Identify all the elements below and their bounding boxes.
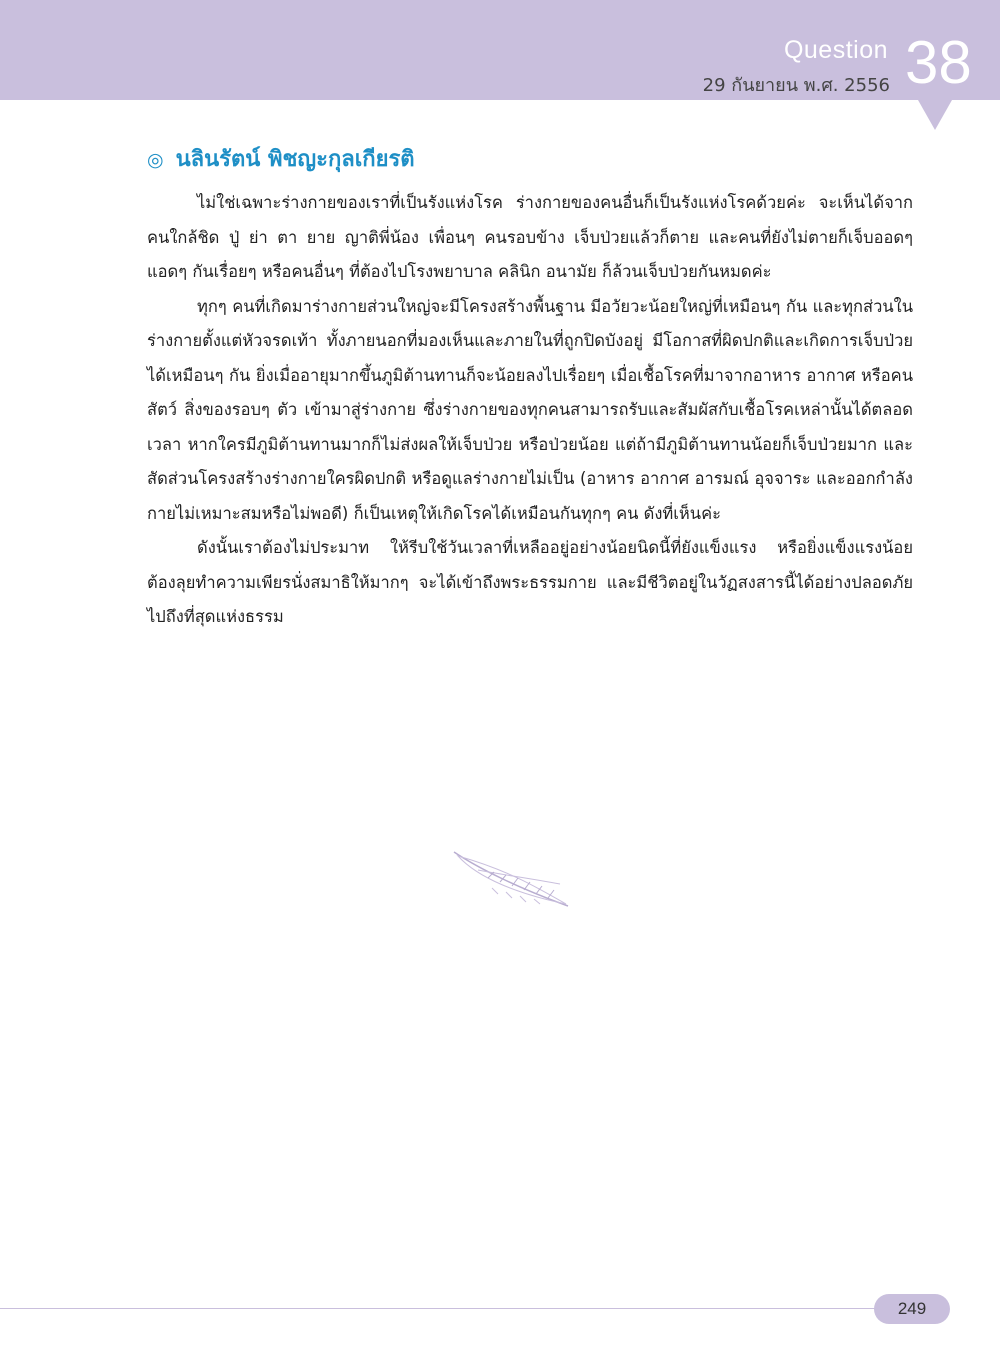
paragraph: ทุกๆ คนที่เกิดมาร่างกายส่วนใหญ่จะมีโครงสร้างพื้นฐาน มีอวัยวะน้อยใหญ่ที่เหมือนๆ กัน และทุกส่วนในร่างกายตั้งแต่หัวจรดเท้า ทั้งภายนอกที่มองเห็นและภายในที่ถูกปิดบังอยู่ มีโอกาสที่ผิดปกติและเกิดการเจ็บป่วยได้เหมือนๆ กัน ยิ่งเมื่ออายุมากขึ้นภูมิต้านทานก็จะน้อยลงไปเรื่อยๆ เมื่อเชื้อโรคที่มาจากอาหาร อากาศ หรือคน สัตว์ สิ่งของรอบๆ ตัว เข้ามาสู่ร่างกาย ซึ่งร่างกายของทุกคนสามารถรับและสัมผัสกับเชื้อโรคเหล่านั้นได้ตลอดเวลา หากใครมีภูมิต้านทานมากก็ไม่ส่งผลให้เจ็บป่วย หรือป่วยน้อย แต่ถ้ามีภูมิต้านทานน้อยก็เจ็บป่วยมาก และสัดส่วนโครงสร้างร่างกายใครผิดปกติ หรือดูแลร่างกายไม่เป็น (อาหาร อากาศ อารมณ์ อุจจาระ และออกกำลังกายไม่เหมาะสมหรือไม่พอดี) ก็เป็นเหตุให้เกิดโรคได้เหมือนกันทุกๆ คน ดังที่เห็นค่ะ (147, 296, 913, 523)
feather-icon (448, 848, 576, 912)
footer-rule (0, 1308, 880, 1309)
article-body (147, 140, 913, 635)
paragraph: ไม่ใช่เฉพาะร่างกายของเราที่เป็นรังแห่งโรค ร่างกายของคนอื่นก็เป็นรังแห่งโรคด้วยค่ะ จะเห็นได้จากคนใกล้ชิด ปู่ ย่า ตา ยาย ญาติพี่น้อง เพื่อนๆ คนรอบข้าง เจ็บป่วยแล้วก็ตาย และคนที่ยังไม่ตายก็เจ็บออดๆ แอดๆ กันเรื่อยๆ หรือคนอื่นๆ ที่ต้องไปโรงพยาบาล คลินิก อนามัย ก็ล้วนเจ็บป่วยกันหมดค่ะ (147, 193, 913, 281)
question-label: Question (783, 36, 888, 64)
bullet-icon: ◎ (147, 149, 164, 171)
header-band (0, 0, 1000, 100)
author-name: นลินรัตน์ พิชญะกุลเกียรติ (175, 147, 415, 172)
question-number: 38 (905, 29, 972, 96)
page-number: 249 (874, 1294, 950, 1324)
paragraph: ดังนั้นเราต้องไม่ประมาท ให้รีบใช้วันเวลาที่เหลืออยู่อย่างน้อยนิดนี้ที่ยังแข็งแรง หรือยิ่งแข็งแรงน้อย ต้องลุยทำความเพียรนั่งสมาธิให้มากๆ จะได้เข้าถึงพระธรรมกาย และมีชีวิตอยู่ในวัฏสงสารนี้ได้อย่างปลอดภัย ไปถึงที่สุดแห่งธรรม (147, 538, 913, 626)
question-date: 29 กันยายน พ.ศ. 2556 (702, 75, 890, 96)
header-pointer (918, 100, 952, 130)
author-heading (147, 140, 913, 186)
